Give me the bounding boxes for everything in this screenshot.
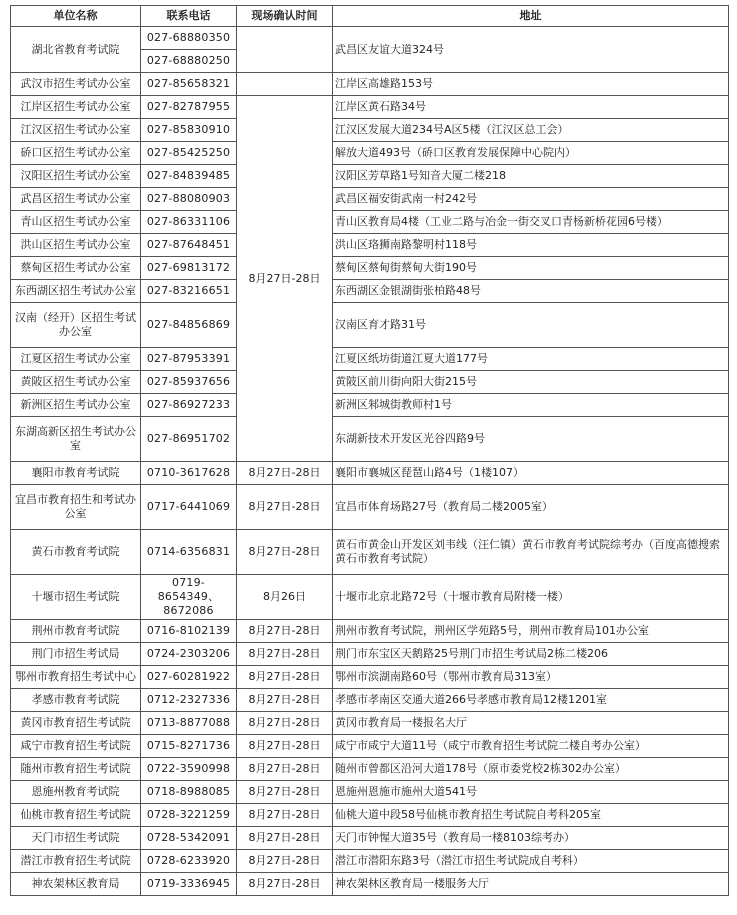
phone-number: 0719-8654349、8672086 (141, 575, 237, 620)
unit-name: 青山区招生考试办公室 (11, 211, 141, 234)
address: 神农架林区教育局一楼服务大厅 (333, 873, 729, 896)
table-row (11, 371, 729, 394)
phone-number: 027-68880250 (141, 50, 237, 73)
phone-number: 0716-8102139 (141, 620, 237, 643)
header-row (11, 6, 729, 27)
address: 武昌区友谊大道324号 (333, 27, 729, 73)
confirm-time: 8月27日-28日 (237, 827, 333, 850)
unit-name: 东湖高新区招生考试办公室 (11, 417, 141, 462)
phone-number: 027-85937656 (141, 371, 237, 394)
address: 江岸区黄石路34号 (333, 96, 729, 119)
unit-name: 江岸区招生考试办公室 (11, 96, 141, 119)
confirm-time: 8月27日-28日 (237, 781, 333, 804)
table-row (11, 781, 729, 804)
unit-name: 恩施州教育考试院 (11, 781, 141, 804)
contact-table (10, 5, 729, 896)
unit-name: 汉阳区招生考试办公室 (11, 165, 141, 188)
address: 东湖新技术开发区光谷四路9号 (333, 417, 729, 462)
unit-name: 硚口区招生考试办公室 (11, 142, 141, 165)
confirm-time-merged: 8月27日-28日 (237, 96, 333, 462)
address: 解放大道493号（硚口区教育发展保障中心院内） (333, 142, 729, 165)
unit-name: 武汉市招生考试办公室 (11, 73, 141, 96)
confirm-time: 8月27日-28日 (237, 712, 333, 735)
table-row (11, 73, 729, 96)
contact-table-wrapper (10, 5, 729, 896)
address: 武昌区福安街武南一村242号 (333, 188, 729, 211)
phone-number: 027-68880350 (141, 27, 237, 50)
address: 黄冈市教育局一楼报名大厅 (333, 712, 729, 735)
table-row (11, 804, 729, 827)
phone-number: 0714-6356831 (141, 530, 237, 575)
unit-name: 荆州市教育考试院 (11, 620, 141, 643)
address: 鄂州市滨湖南路60号（鄂州市教育局313室） (333, 666, 729, 689)
phone-number: 027-83216651 (141, 280, 237, 303)
address: 青山区教育局4楼（工业二路与冶金一街交叉口青杨新桥花园6号楼） (333, 211, 729, 234)
table-row (11, 643, 729, 666)
confirm-time: 8月27日-28日 (237, 643, 333, 666)
confirm-time: 8月27日-28日 (237, 804, 333, 827)
unit-name: 仙桃市教育招生考试院 (11, 804, 141, 827)
unit-name: 宜昌市教育招生和考试办公室 (11, 485, 141, 530)
table-row (11, 188, 729, 211)
phone-number: 0713-8877088 (141, 712, 237, 735)
unit-name: 潜江市教育招生考试院 (11, 850, 141, 873)
phone-number: 0715-8271736 (141, 735, 237, 758)
address: 恩施州恩施市施州大道541号 (333, 781, 729, 804)
address: 东西湖区金银湖街张柏路48号 (333, 280, 729, 303)
table-row (11, 303, 729, 348)
phone-number: 027-86951702 (141, 417, 237, 462)
phone-number: 027-86331106 (141, 211, 237, 234)
phone-number: 0719-3336945 (141, 873, 237, 896)
unit-name: 咸宁市教育招生考试院 (11, 735, 141, 758)
unit-name: 天门市招生考试院 (11, 827, 141, 850)
address: 随州市曾都区沿河大道178号（原市委党校2栋302办公室） (333, 758, 729, 781)
header-unit: 单位名称 (11, 6, 141, 27)
table-row (11, 689, 729, 712)
phone-number: 027-85658321 (141, 73, 237, 96)
table-row (11, 827, 729, 850)
address: 蔡甸区蔡甸街蔡甸大街190号 (333, 257, 729, 280)
confirm-time-empty (237, 73, 333, 96)
address: 孝感市孝南区交通大道266号孝感市教育局12楼1201室 (333, 689, 729, 712)
unit-name: 江夏区招生考试办公室 (11, 348, 141, 371)
confirm-time: 8月27日-28日 (237, 530, 333, 575)
table-row (11, 735, 729, 758)
address: 咸宁市咸宁大道11号（咸宁市教育招生考试院二楼自考办公室） (333, 735, 729, 758)
table-row (11, 348, 729, 371)
address: 潜江市潜阳东路3号（潜江市招生考试院成自考科） (333, 850, 729, 873)
phone-number: 027-84839485 (141, 165, 237, 188)
phone-number: 027-87953391 (141, 348, 237, 371)
phone-number: 027-85425250 (141, 142, 237, 165)
phone-number: 0712-2327336 (141, 689, 237, 712)
table-row (11, 211, 729, 234)
table-row (11, 666, 729, 689)
confirm-time: 8月26日 (237, 575, 333, 620)
phone-number: 027-60281922 (141, 666, 237, 689)
confirm-time: 8月27日-28日 (237, 850, 333, 873)
table-row (11, 142, 729, 165)
address: 天门市钟惺大道35号（教育局一楼8103综考办） (333, 827, 729, 850)
header-address: 地址 (333, 6, 729, 27)
header-phone: 联系电话 (141, 6, 237, 27)
table-row (11, 119, 729, 142)
unit-name: 洪山区招生考试办公室 (11, 234, 141, 257)
header-time: 现场确认时间 (237, 6, 333, 27)
phone-number: 0718-8988085 (141, 781, 237, 804)
unit-name: 荆门市招生考试局 (11, 643, 141, 666)
table-row (11, 462, 729, 485)
table-row (11, 712, 729, 735)
phone-number: 0710-3617628 (141, 462, 237, 485)
unit-name: 黄石市教育考试院 (11, 530, 141, 575)
confirm-time: 8月27日-28日 (237, 735, 333, 758)
confirm-time: 8月27日-28日 (237, 485, 333, 530)
address: 仙桃大道中段58号仙桃市教育招生考试院自考科205室 (333, 804, 729, 827)
unit-name: 新洲区招生考试办公室 (11, 394, 141, 417)
phone-number: 0717-6441069 (141, 485, 237, 530)
unit-name: 蔡甸区招生考试办公室 (11, 257, 141, 280)
table-row (11, 27, 729, 50)
address: 江岸区高雄路153号 (333, 73, 729, 96)
phone-number: 0728-6233920 (141, 850, 237, 873)
address: 黄陂区前川街向阳大街215号 (333, 371, 729, 394)
table-row (11, 96, 729, 119)
confirm-time: 8月27日-28日 (237, 689, 333, 712)
address: 荆门市东宝区天鹅路25号荆门市招生考试局2栋二楼206 (333, 643, 729, 666)
table-row (11, 873, 729, 896)
phone-number: 027-69813172 (141, 257, 237, 280)
unit-name: 武昌区招生考试办公室 (11, 188, 141, 211)
unit-name: 湖北省教育考试院 (11, 27, 141, 73)
address: 江夏区纸坊街道江夏大道177号 (333, 348, 729, 371)
address: 洪山区珞狮南路黎明村118号 (333, 234, 729, 257)
address: 宜昌市体育场路27号（教育局二楼2005室） (333, 485, 729, 530)
confirm-time: 8月27日-28日 (237, 620, 333, 643)
address: 黄石市黄金山开发区刘韦线（汪仁镇）黄石市教育考试院综考办（百度高德搜索黄石市教育考试院） (333, 530, 729, 575)
address: 襄阳市襄城区琵琶山路4号（1楼107） (333, 462, 729, 485)
unit-name: 黄冈市教育招生考试院 (11, 712, 141, 735)
confirm-time: 8月27日-28日 (237, 462, 333, 485)
table-row (11, 417, 729, 462)
phone-number: 0724-2303206 (141, 643, 237, 666)
confirm-time-empty (237, 27, 333, 73)
table-row (11, 394, 729, 417)
table-row (11, 530, 729, 575)
unit-name: 十堰市招生考试院 (11, 575, 141, 620)
confirm-time: 8月27日-28日 (237, 758, 333, 781)
table-row (11, 234, 729, 257)
address: 江汉区发展大道234号A区5楼（江汉区总工会） (333, 119, 729, 142)
unit-name: 襄阳市教育考试院 (11, 462, 141, 485)
unit-name: 随州市教育招生考试院 (11, 758, 141, 781)
confirm-time: 8月27日-28日 (237, 873, 333, 896)
table-row (11, 257, 729, 280)
unit-name: 黄陂区招生考试办公室 (11, 371, 141, 394)
phone-number: 027-82787955 (141, 96, 237, 119)
table-row (11, 165, 729, 188)
unit-name: 神农架林区教育局 (11, 873, 141, 896)
phone-number: 027-86927233 (141, 394, 237, 417)
unit-name: 东西湖区招生考试办公室 (11, 280, 141, 303)
phone-number: 0728-5342091 (141, 827, 237, 850)
phone-number: 027-84856869 (141, 303, 237, 348)
confirm-time: 8月27日-28日 (237, 666, 333, 689)
table-row (11, 850, 729, 873)
unit-name: 江汉区招生考试办公室 (11, 119, 141, 142)
phone-number: 027-87648451 (141, 234, 237, 257)
address: 汉阳区芳草路1号知音大厦二楼218 (333, 165, 729, 188)
table-row (11, 280, 729, 303)
table-row (11, 620, 729, 643)
phone-number: 0728-3221259 (141, 804, 237, 827)
address: 汉南区育才路31号 (333, 303, 729, 348)
address: 新洲区邾城街教师村1号 (333, 394, 729, 417)
table-row (11, 485, 729, 530)
table-row (11, 575, 729, 620)
phone-number: 027-88080903 (141, 188, 237, 211)
table-row (11, 758, 729, 781)
phone-number: 027-85830910 (141, 119, 237, 142)
unit-name: 鄂州市教育招生考试中心 (11, 666, 141, 689)
phone-number: 0722-3590998 (141, 758, 237, 781)
address: 十堰市北京北路72号（十堰市教育局附楼一楼） (333, 575, 729, 620)
unit-name: 汉南（经开）区招生考试办公室 (11, 303, 141, 348)
address: 荆州市教育考试院，荆州区学苑路5号，荆州市教育局101办公室 (333, 620, 729, 643)
unit-name: 孝感市教育考试院 (11, 689, 141, 712)
